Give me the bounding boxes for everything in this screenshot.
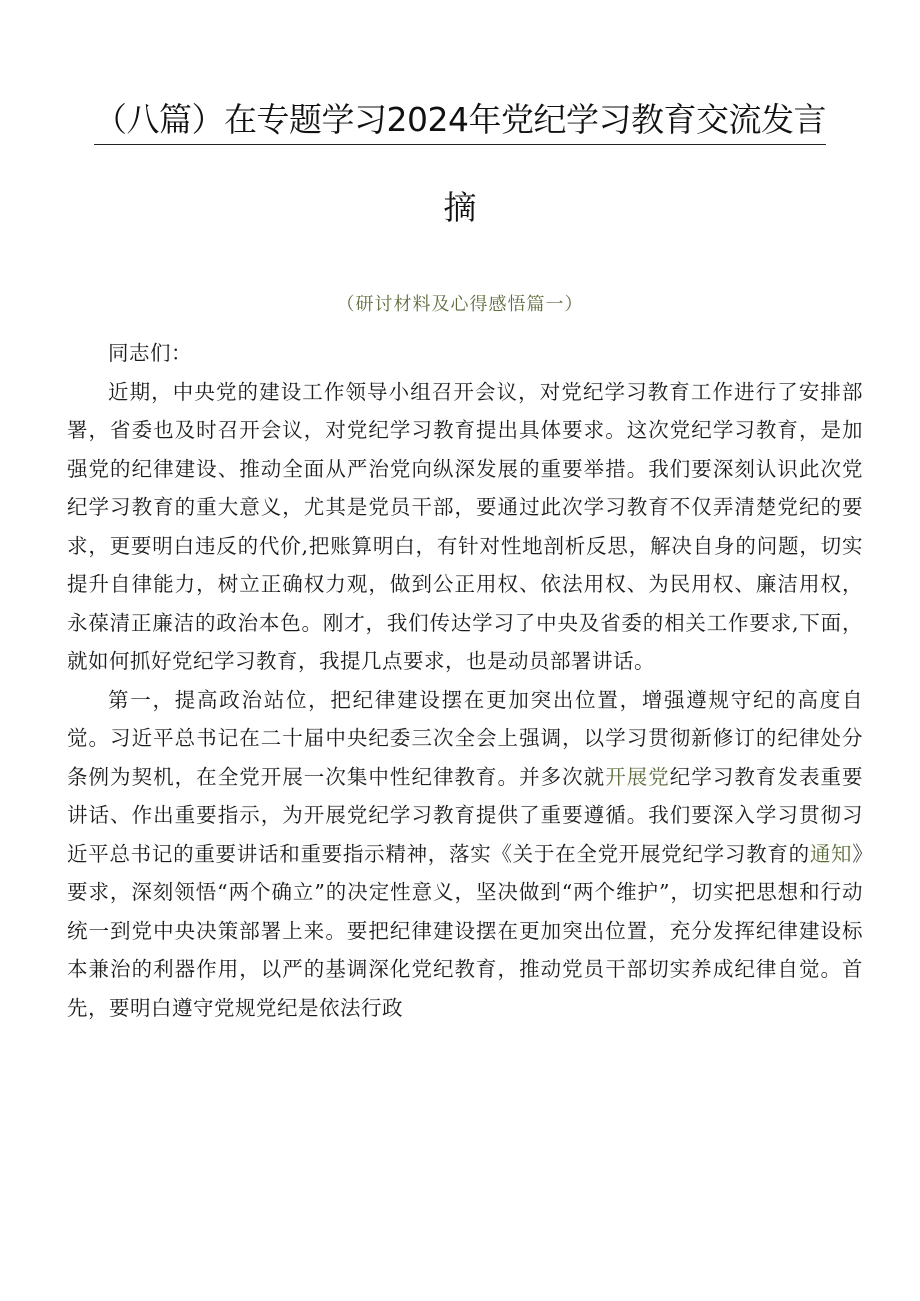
document-body [67, 334, 863, 1027]
paragraph-2-part-c: 》要求，深刻领悟“两个确立”的决定性意义，坚决做到“两个维护”，切实把思想和行动统一到党中央决策部署上来。要把纪律建设摆在更加突出位置，充分发挥纪律建设标本兼治的利器作用，以严的基调深化党纪教育，推动党员干部切实养成纪律自觉。首先，要明白遵守党规党纪是依法行政 [67, 841, 864, 1020]
title-line-2: 摘 [443, 188, 477, 227]
paragraph-2 [67, 681, 863, 1028]
paragraph-2-part-b: 纪学习教育发表重要讲话、作出重要指示，为开展党纪学习教育提供了重要遵循。我们要深入学习贯彻习近平总书记的重要讲话和重要指示精神，落实《关于在全党开展党纪学习教育的 [67, 764, 864, 866]
document-subtitle: （研讨材料及心得感悟篇一） [336, 294, 584, 315]
paragraph-2-highlight-2: 通知 [809, 841, 853, 866]
greeting: 同志们： [108, 341, 192, 365]
paragraph-1: 近期，中央党的建设工作领导小组召开会议，对党纪学习教育工作进行了安排部署，省委也及时召开会议，对党纪学习教育提出具体要求。这次党纪学习教育，是加强党的纪律建设、推动全面从严治党向纵深发展的重要举措。我们要深刻认识此次党纪学习教育的重大意义，尤其是党员干部，要通过此次学习教育不仅弄清楚党纪的要求，更要明白违反的代价,把账算明白，有针对性地剖析反思，解决自身的问题，切实提升自律能力，树立正确权力观，做到公正用权、依法用权、为民用权、廉洁用权，永葆清正廉洁的政治本色。刚才，我们传达学习了中央及省委的相关工作要求,下面，就如何抓好党纪学习教育，我提几点要求，也是动员部署讲话。 [67, 379, 863, 673]
paragraph-2-highlight-1: 开展党 [605, 764, 670, 789]
title-line-1: （八篇）在专题学习2024年党纪学习教育交流发言 [94, 98, 826, 145]
paragraph-2-part-a: 第一，提高政治站位，把纪律建设摆在更加突出位置，增强遵规守纪的高度自觉。习近平总书记在二十届中央纪委三次全会上强调，以学习贯彻新修订的纪律处分条例为契机，在全党开展一次集中性纪律教育。并多次就 [67, 687, 863, 789]
document-title [60, 98, 860, 227]
